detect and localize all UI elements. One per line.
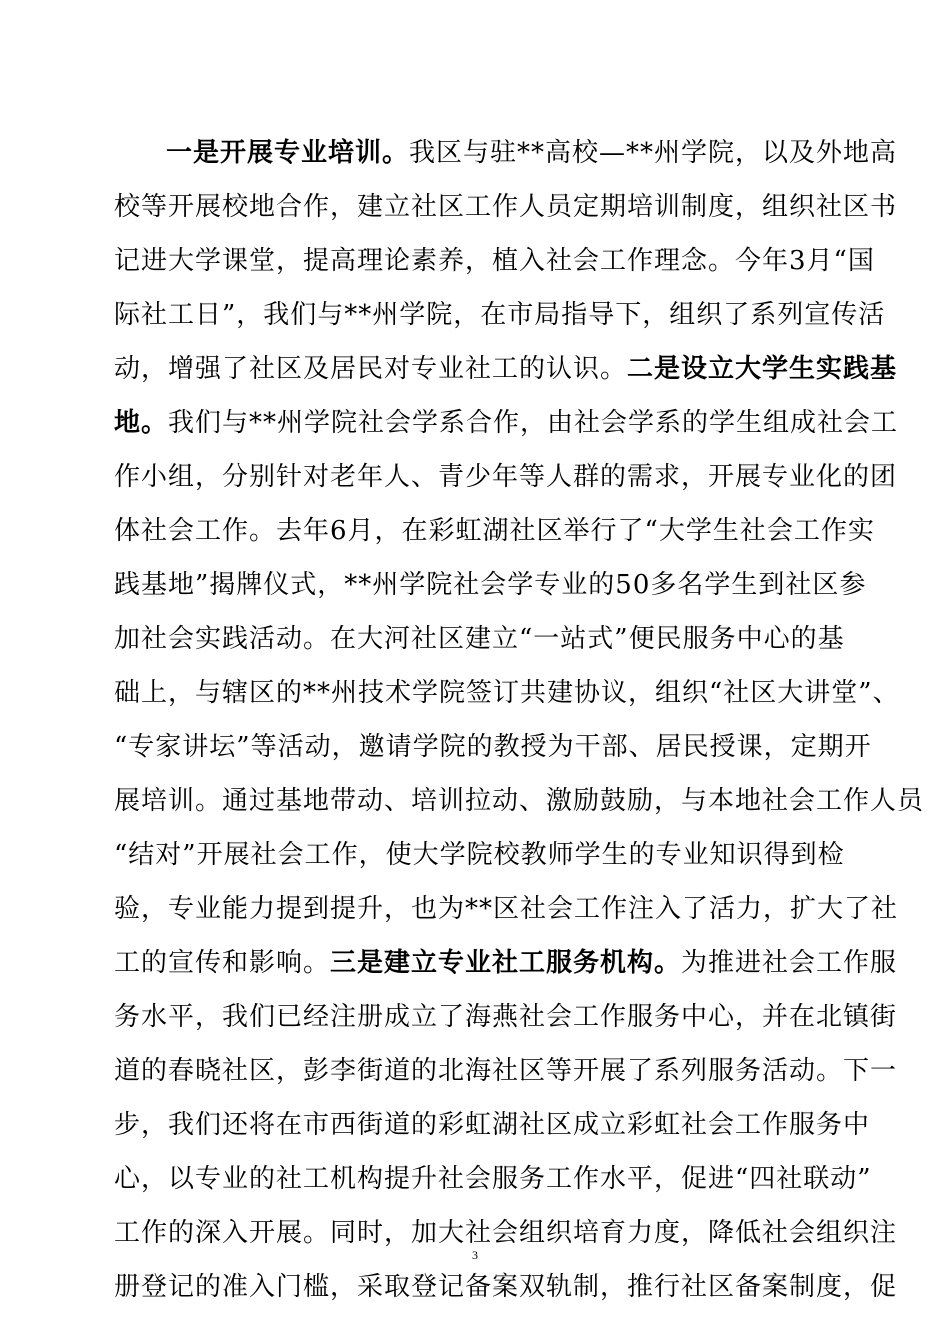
- body-text-span: 础上，与辖区的**州技术学院签订共建协议，组织“社区大讲堂”、: [114, 678, 900, 708]
- body-text-span: 道的春晓社区，彭李街道的北海社区等开展了系列服务活动。下一: [114, 1056, 898, 1086]
- body-paragraph: [114, 126, 925, 1314]
- text-line: [114, 1044, 898, 1098]
- body-text-span: 心，以专业的社工机构提升社会服务工作水平，促进“四社联动”: [114, 1164, 872, 1194]
- bold-heading-text: 三是建立专业社工服务机构。: [330, 948, 682, 978]
- text-line: [114, 180, 898, 234]
- body-text-span: 步，我们还将在市西街道的彩虹湖社区成立彩虹社会工作服务中: [114, 1110, 871, 1140]
- body-text-span: 加社会实践活动。在大河社区建立“一站式”便民服务中心的基: [114, 624, 845, 654]
- body-text-span: 我区与驻**高校—**州学院，以及外地高: [409, 138, 898, 168]
- text-line: [114, 234, 875, 288]
- body-text-span: 册登记的准入门槛，采取登记备案双轨制，推行社区备案制度，促: [114, 1272, 898, 1302]
- body-text-span: 际社工日”，我们与**州学院，在市局指导下，组织了系列宣传活: [114, 300, 886, 330]
- text-line: [114, 1152, 872, 1206]
- text-line: [114, 558, 867, 612]
- page-number: 3: [472, 1248, 478, 1262]
- body-text-span: 我们与**州学院社会学系合作，由社会学系的学生组成社会工: [168, 408, 899, 438]
- body-text-span: 践基地”揭牌仪式，**州学院社会学专业的50多名学生到社区参: [114, 570, 867, 600]
- body-text-span: 务水平，我们已经注册成立了海燕社会工作服务中心，并在北镇街: [114, 1002, 898, 1032]
- body-text-span: 记进大学课堂，提高理论素养，植入社会工作理念。今年3月“国: [114, 246, 875, 276]
- text-line: [114, 828, 845, 882]
- text-line: [114, 666, 900, 720]
- text-line: [114, 126, 898, 180]
- text-line: [114, 450, 898, 504]
- body-text-span: 工作的深入开展。同时，加大社会组织培育力度，降低社会组织注: [114, 1218, 898, 1248]
- text-line: [114, 1098, 871, 1152]
- body-text-span: 作小组，分别针对老年人、青少年等人群的需求，开展专业化的团: [114, 462, 898, 492]
- body-text-span: 为推进社会工作服: [681, 948, 898, 978]
- text-line: [114, 288, 886, 342]
- bold-heading-text: 一是开展专业培训。: [166, 138, 410, 168]
- text-line: [114, 936, 898, 990]
- body-text-span: 动，增强了社区及居民对专业社工的认识。: [114, 354, 628, 384]
- text-line: [114, 396, 899, 450]
- text-line: [114, 990, 898, 1044]
- body-text-span: 验，专业能力提到提升，也为**区社会工作注入了活力，扩大了社: [114, 894, 899, 924]
- text-line: [114, 1260, 898, 1314]
- text-line: [114, 774, 925, 828]
- text-line: [114, 342, 898, 396]
- text-line: [114, 882, 899, 936]
- body-text-span: “结对”开展社会工作，使大学院校教师学生的专业知识得到检: [114, 840, 845, 870]
- text-line: [114, 504, 875, 558]
- body-text-span: 展培训。通过基地带动、培训拉动、激励鼓励，与本地社会工作人员: [114, 786, 925, 816]
- body-text-span: “专家讲坛”等活动，邀请学院的教授为干部、居民授课，定期开: [114, 732, 872, 762]
- body-text-span: 工的宣传和影响。: [114, 948, 331, 978]
- body-text-span: 体社会工作。去年6月，在彩虹湖社区举行了“大学生社会工作实: [114, 516, 875, 546]
- text-line: [114, 612, 845, 666]
- text-line: [114, 720, 872, 774]
- bold-heading-text: 二是设立大学生实践基: [627, 354, 898, 384]
- body-text-span: 校等开展校地合作，建立社区工作人员定期培训制度，组织社区书: [114, 192, 898, 222]
- bold-heading-text: 地。: [114, 408, 169, 438]
